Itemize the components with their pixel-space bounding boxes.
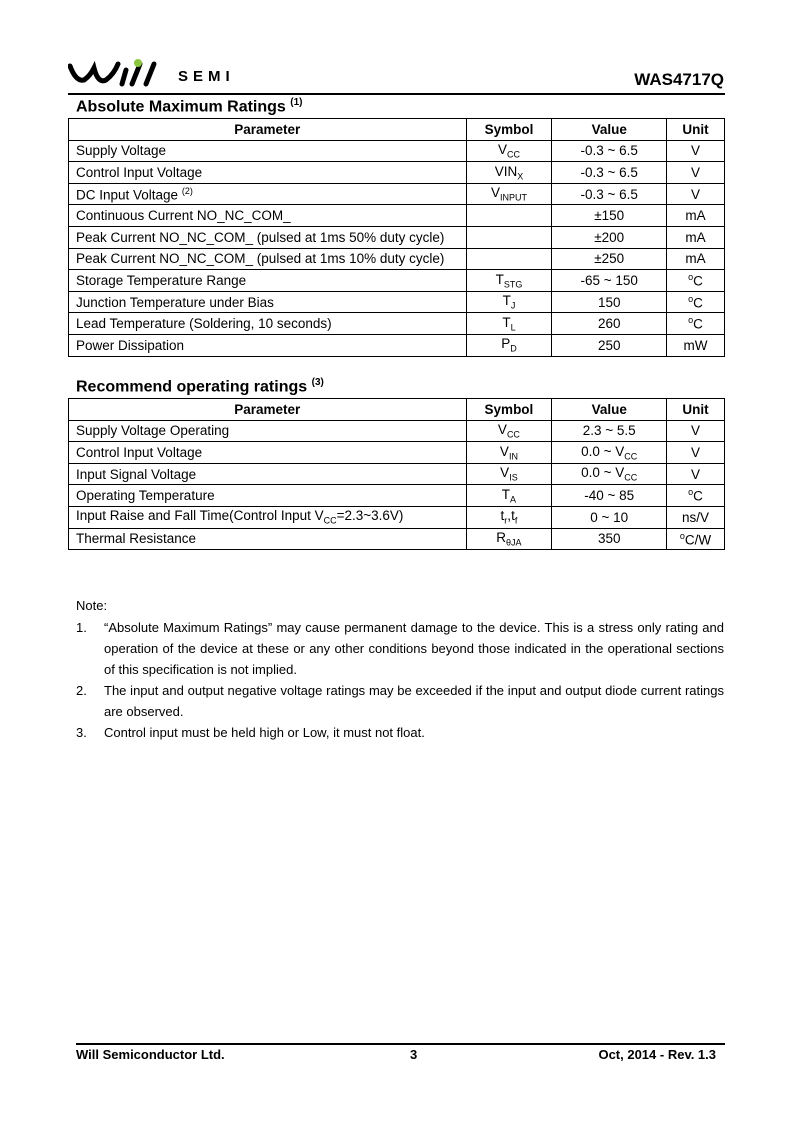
col-header-unit: Unit [667,119,725,141]
notes-section [76,595,724,743]
param-cell [69,162,467,184]
symbol-text: V [497,422,507,438]
value-cell: ±200 [552,226,667,248]
footer-company: Will Semiconductor Ltd. [76,1047,225,1062]
param-text-tail: =2.3~3.6V) [336,508,404,524]
footer-rule [76,1043,725,1045]
value-text: 350 [597,531,621,547]
rec-op-title [76,377,324,396]
symbol-text: V [500,465,510,481]
value-subscript: CC [624,451,638,462]
table-header-row [69,119,725,141]
table-row [69,463,725,485]
value-cell: -0.3 ~ 6.5 [552,183,667,205]
symbol-text: t [500,508,505,524]
unit-cell [667,528,725,550]
note-item [76,680,724,722]
unit-cell: V [667,442,725,464]
table-row [69,183,725,205]
value-cell: 0 ~ 10 [552,506,667,528]
unit-cell: mA [667,248,725,270]
param-text: Supply Voltage [76,143,167,159]
brand-text: SEMI [178,68,235,85]
col-header-symbol: Symbol [466,399,552,421]
symbol-cell [466,420,552,442]
symbol-subscript: r [504,516,508,527]
note-number: 1. [76,620,87,635]
symbol-subscript: CC [506,149,520,160]
degree-symbol: o [688,293,694,304]
col-header-value: Value [552,119,667,141]
param-cell [69,506,467,528]
note-text: The input and output negative voltage ratings may be exceeded if the input and output diode current ratings are observed. [104,683,724,719]
symbol-cell [466,205,552,227]
param-text: Lead Temperature (Soldering, 10 seconds) [76,316,332,332]
table-row [69,248,725,270]
symbol-text: V [497,142,507,158]
document-id: WAS4717Q [634,70,724,89]
value-cell [552,528,667,550]
param-cell: Control Input Voltage [69,442,467,464]
unit-text: C/W [684,532,712,548]
unit-cell: mA [667,226,725,248]
symbol-cell [466,248,552,270]
note-number: 2. [76,683,87,698]
symbol-text: T [502,314,511,330]
symbol-cell [466,528,552,550]
symbol-subscript: θJA [506,537,522,548]
param-cell [69,205,467,227]
symbol-text: VIN [494,163,518,179]
param-text: Peak Current NO_NC_COM_ (pulsed at 1ms 10% duty cycle) [76,251,445,267]
value-text: 0.0 ~ V [581,443,625,459]
symbol-subscript: STG [503,279,523,290]
note-text: “Absolute Maximum Ratings” may cause permanent damage to the device. This is a stress only rating and operation of the device at these or any other conditions beyond those indicated in the operational sections of this specification is not implied. [104,620,724,677]
col-header-symbol: Symbol [466,119,552,141]
value-cell [552,442,667,464]
unit-cell: mA [667,205,725,227]
value-text: 2.3 ~ 5.5 [582,423,636,439]
param-note-ref: (2) [181,185,193,196]
col-header-parameter: Parameter [69,399,467,421]
symbol-cell [466,506,552,528]
symbol-text: t [511,508,515,524]
symbol-subscript: X [517,171,524,182]
param-cell [69,313,467,335]
will-semi-logo [68,58,258,88]
symbol-subscript: IS [509,472,518,483]
table-header-row [69,399,725,421]
symbol-subscript: J [510,300,516,311]
symbol-subscript: A [510,494,517,505]
symbol-separator: , [507,508,512,524]
value-cell: -0.3 ~ 6.5 [552,140,667,162]
symbol-cell [466,334,552,356]
param-text: DC Input Voltage [76,187,182,203]
symbol-subscript: f [514,516,518,527]
rec-op-title-text: Recommend operating ratings [76,378,308,396]
table-row [69,442,725,464]
param-text: Storage Temperature Range [76,272,247,288]
param-cell: Thermal Resistance [69,528,467,550]
unit-cell: V [667,183,725,205]
table-row [69,226,725,248]
unit-cell [667,270,725,292]
param-text: Junction Temperature under Bias [76,294,274,310]
header-rule [68,93,725,95]
table-row [69,420,725,442]
abs-max-title-text: Absolute Maximum Ratings [76,98,286,116]
param-cell: Input Signal Voltage [69,463,467,485]
value-text: 0.0 ~ V [581,465,625,481]
unit-cell: V [667,463,725,485]
unit-cell: mW [667,334,725,356]
param-cell [69,334,467,356]
note-number: 3. [76,725,87,740]
unit-text: C [693,488,703,504]
value-cell: ±250 [552,248,667,270]
param-cell [69,183,467,205]
col-header-parameter: Parameter [69,119,467,141]
unit-cell: V [667,162,725,184]
param-text: Peak Current NO_NC_COM_ (pulsed at 1ms 50% duty cycle) [76,229,445,245]
symbol-cell [466,270,552,292]
param-cell [69,226,467,248]
abs-max-title [76,97,303,116]
symbol-subscript: L [510,322,516,333]
symbol-cell [466,183,552,205]
note-item [76,722,724,743]
note-text: Control input must be held high or Low, it must not float. [104,725,425,740]
symbol-text: R [496,530,507,546]
will-logo-mark-icon [68,58,178,88]
value-subscript: CC [624,472,638,483]
degree-symbol: o [679,530,685,541]
table-row [69,162,725,184]
param-text: Control Input Voltage [76,164,203,180]
symbol-subscript: D [510,344,517,355]
logo-dot [134,59,142,67]
symbol-cell [466,140,552,162]
value-cell: -65 ~ 150 [552,270,667,292]
rec-op-note-ref: (3) [311,377,324,388]
param-text: Input Raise and Fall Time(Control Input V [76,508,324,524]
value-cell [552,485,667,507]
symbol-text: T [502,293,511,309]
param-cell: Supply Voltage Operating [69,420,467,442]
degree-symbol: o [688,315,694,326]
param-subscript: CC [323,516,337,527]
degree-symbol: o [688,487,694,498]
value-cell [552,420,667,442]
table-row [69,140,725,162]
value-cell: ±150 [552,205,667,227]
symbol-cell [466,442,552,464]
symbol-cell [466,226,552,248]
param-cell [69,291,467,313]
footer-page-number: 3 [410,1047,418,1062]
table-row [69,270,725,292]
symbol-text: P [501,336,511,352]
symbol-cell [466,485,552,507]
degree-symbol: o [688,272,694,283]
unit-cell [667,291,725,313]
value-cell: 250 [552,334,667,356]
symbol-text: V [490,185,500,201]
table-row [69,205,725,227]
table-row [69,506,725,528]
table-row [69,485,725,507]
param-cell [69,140,467,162]
symbol-cell [466,162,552,184]
value-text: -40 ~ 85 [584,488,635,504]
unit-cell: ns/V [667,506,725,528]
abs-max-table [68,118,725,357]
unit-cell [667,313,725,335]
symbol-subscript: IN [508,451,518,462]
col-header-unit: Unit [667,399,725,421]
table-row [69,291,725,313]
unit-text: C [693,295,703,311]
notes-list [76,617,724,743]
table-row [69,528,725,550]
symbol-cell [466,291,552,313]
param-cell [69,270,467,292]
table-row [69,313,725,335]
unit-text: C [693,273,703,289]
footer-date-revision: Oct, 2014 - Rev. 1.3 [598,1047,716,1062]
symbol-text: T [495,271,504,287]
param-cell: Operating Temperature [69,485,467,507]
symbol-cell [466,463,552,485]
symbol-text: T [501,486,511,502]
rec-op-table [68,398,725,550]
symbol-subscript: CC [506,429,520,440]
symbol-text: V [499,443,509,459]
param-cell [69,248,467,270]
symbol-subscript: INPUT [499,192,527,203]
unit-cell: V [667,140,725,162]
param-text: Power Dissipation [76,337,185,353]
value-cell: -0.3 ~ 6.5 [552,162,667,184]
value-cell [552,463,667,485]
unit-cell [667,485,725,507]
value-cell: 260 [552,313,667,335]
symbol-cell [466,313,552,335]
abs-max-note-ref: (1) [290,97,303,108]
value-cell: 150 [552,291,667,313]
note-item [76,617,724,680]
notes-heading: Note: [76,598,108,613]
table-row [69,334,725,356]
col-header-value: Value [552,399,667,421]
unit-cell: V [667,420,725,442]
unit-text: C [693,316,703,332]
param-text: Continuous Current NO_NC_COM_ [76,208,291,224]
